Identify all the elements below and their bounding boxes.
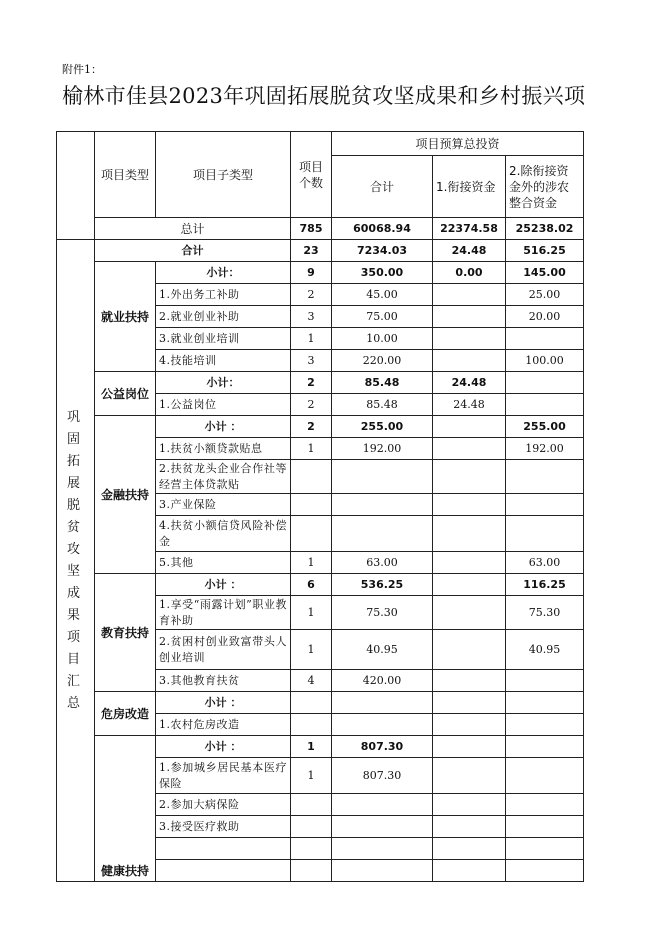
item-linking: [433, 714, 506, 736]
item-count: [291, 714, 332, 736]
subtotal-sum: 536.25: [332, 574, 433, 596]
header-sum: 合计: [332, 156, 433, 218]
item-linking: [433, 816, 506, 838]
subtotal-linking: [433, 416, 506, 438]
item-label-cut: [156, 838, 291, 860]
item-count: 1: [291, 758, 332, 794]
group-name: 就业扶持: [95, 262, 156, 372]
header-type: 项目类型: [95, 132, 156, 218]
item-sum: 45.00: [332, 284, 433, 306]
item-other: [506, 670, 584, 692]
item-other: [506, 394, 584, 416]
item-count: [291, 460, 332, 494]
section-total-count: 23: [291, 240, 332, 262]
item-other: [506, 494, 584, 516]
section-total-linking: 24.48: [433, 240, 506, 262]
item-count: 4: [291, 670, 332, 692]
item-linking: [433, 350, 506, 372]
item-other: [506, 794, 584, 816]
item-count: [291, 816, 332, 838]
item-linking: [433, 596, 506, 630]
item-other: [506, 516, 584, 552]
item-other: [506, 328, 584, 350]
summary-table: [56, 131, 584, 882]
item-sum: 10.00: [332, 328, 433, 350]
group-name: 教育扶持: [95, 574, 156, 692]
item-count: 1: [291, 596, 332, 630]
item-other: 25.00: [506, 284, 584, 306]
item-sum: 63.00: [332, 552, 433, 574]
grand-total-row: [57, 218, 584, 240]
item-label: 1.享受“雨露计划”职业教育补助: [156, 596, 291, 630]
subtotal-label: 小计 ：: [156, 416, 291, 438]
header-subtype: 项目子类型: [156, 132, 291, 218]
item-linking-cut: [433, 860, 506, 882]
item-count: 3: [291, 350, 332, 372]
item-sum: 75.30: [332, 596, 433, 630]
item-other-cut: [506, 838, 584, 860]
grand-total-other: 25238.02: [506, 218, 584, 240]
item-linking: [433, 284, 506, 306]
section-total-label: 合计: [95, 240, 291, 262]
item-count: 1: [291, 630, 332, 670]
item-label: 3.接受医疗救助: [156, 816, 291, 838]
item-other: 40.95: [506, 630, 584, 670]
item-label: 5.其他: [156, 552, 291, 574]
section-total-sum: 7234.03: [332, 240, 433, 262]
item-label: 3.就业创业培训: [156, 328, 291, 350]
item-sum: [332, 516, 433, 552]
page-title: 榆林市佳县2023年巩固拓展脱贫攻坚成果和乡村振兴项: [62, 84, 586, 108]
subtotal-linking: [433, 692, 506, 714]
item-count: [291, 516, 332, 552]
item-label: 2.参加大病保险: [156, 794, 291, 816]
item-label: 3.产业保险: [156, 494, 291, 516]
item-sum: [332, 794, 433, 816]
item-other: 192.00: [506, 438, 584, 460]
item-count: [291, 494, 332, 516]
subtotal-other: 255.00: [506, 416, 584, 438]
summary-table-sheet: [56, 131, 583, 878]
subtotal-row: [57, 262, 584, 284]
subtotal-row: [57, 372, 584, 394]
subtotal-linking: 0.00: [433, 262, 506, 284]
item-label: 2.扶贫龙头企业合作社等经营主体贷款贴: [156, 460, 291, 494]
item-sum: 192.00: [332, 438, 433, 460]
subtotal-count: 2: [291, 372, 332, 394]
grand-total-sum: 60068.94: [332, 218, 433, 240]
item-count: 3: [291, 306, 332, 328]
item-label: 3.其他教育扶贫: [156, 670, 291, 692]
subtotal-other: [506, 692, 584, 714]
item-sum: 85.48: [332, 394, 433, 416]
item-label: 4.技能培训: [156, 350, 291, 372]
item-other: 20.00: [506, 306, 584, 328]
subtotal-row: [57, 574, 584, 596]
item-sum-cut: [332, 860, 433, 882]
group-name: 金融扶持: [95, 416, 156, 574]
item-count: 1: [291, 438, 332, 460]
section-side-label: 巩固拓展脱贫攻坚成果项目汇总: [57, 240, 95, 882]
subtotal-label: 小计：: [156, 262, 291, 284]
header-linking-funds: 1.衔接资金: [433, 156, 506, 218]
item-other: [506, 758, 584, 794]
header-budget-total: 项目预算总投资: [332, 132, 584, 156]
subtotal-sum: [332, 692, 433, 714]
subtotal-label: 小计 ：: [156, 736, 291, 758]
header-count: 项目个数: [291, 132, 332, 218]
subtotal-linking: [433, 574, 506, 596]
item-label: 1.公益岗位: [156, 394, 291, 416]
item-label: 2.就业创业补助: [156, 306, 291, 328]
subtotal-linking: [433, 736, 506, 758]
item-linking: [433, 670, 506, 692]
subtotal-label: 小计 ：: [156, 574, 291, 596]
item-sum: [332, 494, 433, 516]
item-linking: [433, 328, 506, 350]
subtotal-sum: 85.48: [332, 372, 433, 394]
header-other-funds: 2.除衔接资金外的涉农整合资金: [506, 156, 584, 218]
header-blank-cell: [57, 132, 95, 240]
item-label-cut: [156, 860, 291, 882]
annex-label: 附件1：: [62, 63, 102, 76]
item-count-cut: [291, 838, 332, 860]
group-name: 危房改造: [95, 692, 156, 736]
subtotal-sum: 807.30: [332, 736, 433, 758]
item-other: 63.00: [506, 552, 584, 574]
item-label: 4.扶贫小额信贷风险补偿金: [156, 516, 291, 552]
item-linking-cut: [433, 838, 506, 860]
item-sum: [332, 816, 433, 838]
item-sum: 220.00: [332, 350, 433, 372]
item-linking: [433, 460, 506, 494]
item-other: [506, 714, 584, 736]
item-sum: [332, 460, 433, 494]
subtotal-count: 6: [291, 574, 332, 596]
grand-total-label: 总计: [95, 218, 291, 240]
subtotal-count: 9: [291, 262, 332, 284]
subtotal-row: [57, 692, 584, 714]
item-sum-cut: [332, 838, 433, 860]
item-count: 2: [291, 394, 332, 416]
item-sum: 420.00: [332, 670, 433, 692]
item-linking: [433, 794, 506, 816]
subtotal-row: [57, 416, 584, 438]
subtotal-label: 小计 ：: [156, 692, 291, 714]
subtotal-count: 2: [291, 416, 332, 438]
item-count: 1: [291, 328, 332, 350]
item-other: 75.30: [506, 596, 584, 630]
item-label: 1.外出务工补助: [156, 284, 291, 306]
subtotal-row: [57, 736, 584, 758]
subtotal-sum: 255.00: [332, 416, 433, 438]
item-other: [506, 816, 584, 838]
subtotal-label: 小计：: [156, 372, 291, 394]
item-linking: [433, 438, 506, 460]
item-other: 100.00: [506, 350, 584, 372]
section-total-row: [57, 240, 584, 262]
subtotal-count: [291, 692, 332, 714]
subtotal-other: [506, 736, 584, 758]
subtotal-count: 1: [291, 736, 332, 758]
item-other-cut: [506, 860, 584, 882]
item-label: 1.参加城乡居民基本医疗保险: [156, 758, 291, 794]
item-linking: 24.48: [433, 394, 506, 416]
item-label: 2.贫困村创业致富带头人创业培训: [156, 630, 291, 670]
subtotal-other: 145.00: [506, 262, 584, 284]
group-name: 健康扶持: [95, 736, 156, 882]
item-other: [506, 460, 584, 494]
item-count: 2: [291, 284, 332, 306]
item-sum: 40.95: [332, 630, 433, 670]
item-count: 1: [291, 552, 332, 574]
item-linking: [433, 552, 506, 574]
subtotal-linking: 24.48: [433, 372, 506, 394]
item-linking: [433, 306, 506, 328]
item-sum: 807.30: [332, 758, 433, 794]
item-count: [291, 794, 332, 816]
grand-total-linking: 22374.58: [433, 218, 506, 240]
item-sum: [332, 714, 433, 736]
item-sum: 75.00: [332, 306, 433, 328]
item-label: 1.农村危房改造: [156, 714, 291, 736]
group-name: 公益岗位: [95, 372, 156, 416]
item-label: 1.扶贫小额贷款贴息: [156, 438, 291, 460]
subtotal-other: 116.25: [506, 574, 584, 596]
item-linking: [433, 758, 506, 794]
item-linking: [433, 516, 506, 552]
subtotal-sum: 350.00: [332, 262, 433, 284]
item-linking: [433, 494, 506, 516]
subtotal-other: [506, 372, 584, 394]
item-count-cut: [291, 860, 332, 882]
section-total-other: 516.25: [506, 240, 584, 262]
item-linking: [433, 630, 506, 670]
grand-total-count: 785: [291, 218, 332, 240]
